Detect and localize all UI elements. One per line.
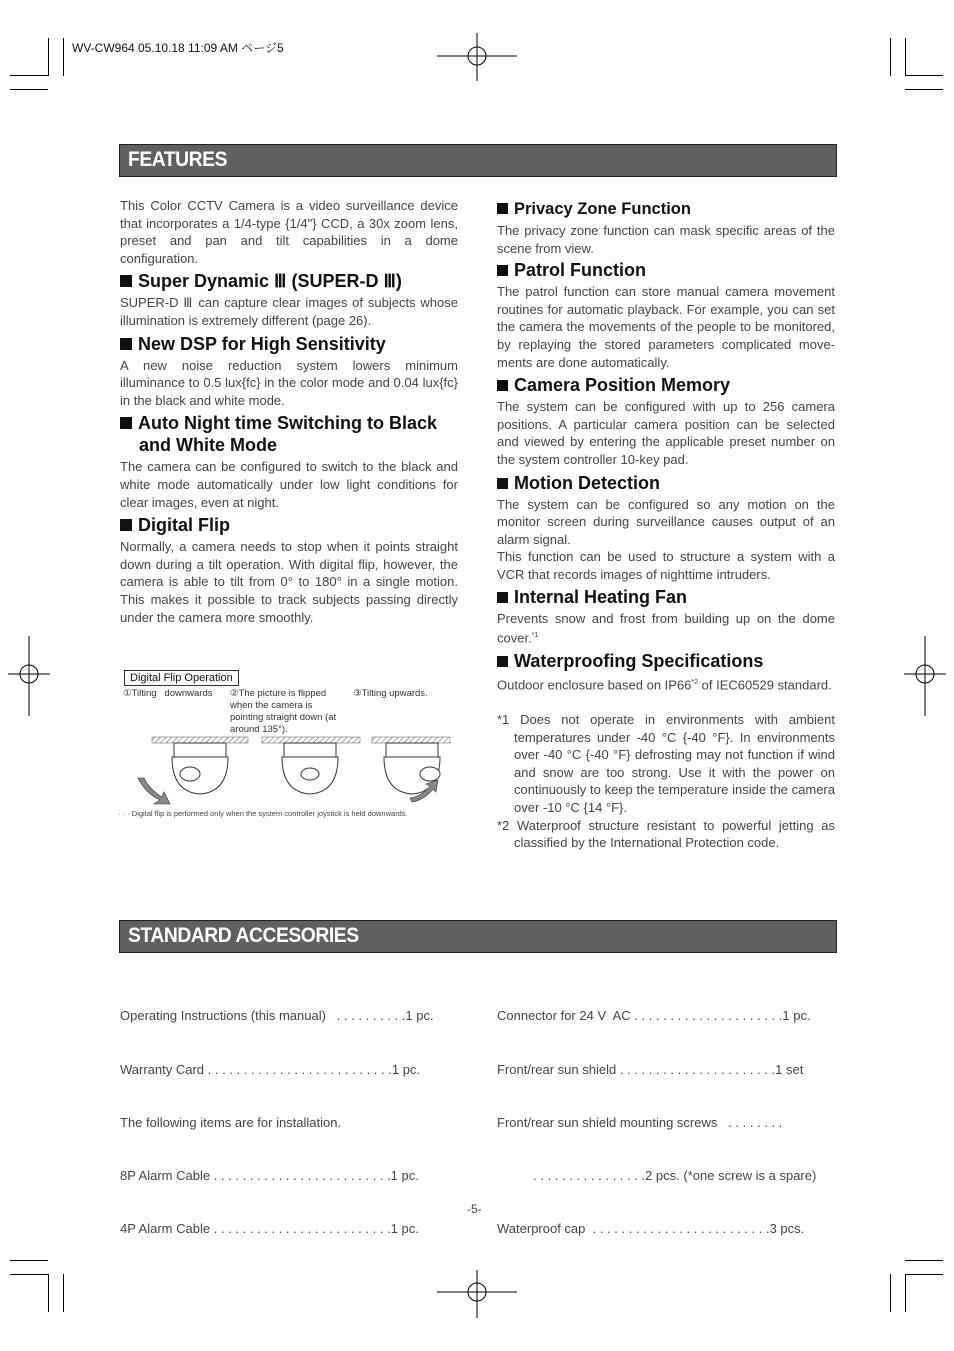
- feature-heading: Internal Heating Fan: [497, 586, 835, 608]
- list-item: Front/rear sun shield . . . . . . . . . . . . . . . . . . . . . .1 set: [497, 1061, 804, 1077]
- feature-body: A new noise reduction system lowers minimum illuminance to 0.5 lux{fc} in the color mode and 0.04 lux{fc} in the black and white mode.: [120, 357, 458, 408]
- square-bullet-icon: [120, 519, 132, 531]
- diagram-step-1: ①Tilting downwards: [123, 688, 213, 699]
- list-item: Operating Instructions (this manual) . . . . . . . . . .1 pc.: [120, 1008, 434, 1024]
- feature-body: SUPER-D Ⅲ can capture clear images of subjects whose illumination is extremely different (page 26).: [120, 295, 458, 328]
- accessories-title-bar: [119, 920, 837, 953]
- feature-heading: Motion Detection: [497, 472, 835, 494]
- footnote-1: *1 Does not operate in environments with ambient temperatures under -40 °C {-40 °F}. In environments over -40 °C {-40 °F} defrosting may not function if wind and snow are too strong. Use it with the power on continuously to keep the temperature inside the camera over -10 °C {14 °F}.: [497, 711, 835, 815]
- feature-body: The patrol function can store manual camera movement routines for automatic playback. For example, you can set the camera the movements of the people to be monitored, by replaying the stored parameters complicated move-ments are done automatically.: [497, 284, 835, 370]
- camera-1-icon: [138, 743, 228, 804]
- features-right-column: [497, 199, 835, 852]
- square-bullet-icon: [497, 592, 508, 603]
- diagram-note: · · · Digital flip is performed only when the system controller joystick is held downwards.: [118, 809, 408, 818]
- list-item: . . . . . . . . . . . . . . . .2 pcs. (*one screw is a spare): [497, 1167, 817, 1183]
- list-item: Connector for 24 V AC . . . . . . . . . . . . . . . . . . . . .1 pc.: [497, 1008, 811, 1024]
- feature-heading: Patrol Function: [497, 259, 835, 281]
- features-left-column: [120, 197, 458, 626]
- feature-body: The system can be configured so any motion on the monitor screen during surveillance causes output of an alarm signal.: [497, 496, 835, 547]
- registration-mark-bottom: [437, 1270, 517, 1318]
- list-item: The following items are for installation.: [120, 1114, 342, 1130]
- registration-mark-left: [8, 636, 50, 716]
- accessories-title: STANDARD ACCESORIES: [128, 924, 359, 947]
- registration-mark-right: [904, 636, 946, 716]
- feature-heading: Camera Position Memory: [497, 374, 835, 396]
- feature-body: The system can be configured with up to 256 camera positions. A particular camera position can be selected and viewed by entering the applicable preset number on the system controller 10-key pad.: [497, 399, 835, 467]
- print-header-note: WV-CW964 05.10.18 11:09 AM ページ5: [72, 41, 284, 55]
- dome-camera-illustrations: [118, 734, 463, 806]
- features-intro: This Color CCTV Camera is a video surveillance device that incorporates a 1/4-type {1/4"} CCD, a 30x zoom lens, preset and pan and tilt capabilities in a dome configuration.: [120, 198, 458, 266]
- list-item: 8P Alarm Cable . . . . . . . . . . . . . . . . . . . . . . . . .1 pc.: [120, 1167, 419, 1183]
- list-item: 4P Alarm Cable . . . . . . . . . . . . . . . . . . . . . . . . .1 pc.: [120, 1220, 419, 1236]
- square-bullet-icon: [497, 478, 508, 489]
- features-title: FEATURES: [128, 148, 228, 171]
- square-bullet-icon: [120, 417, 132, 429]
- feature-heading: Waterproofing Specifications: [497, 650, 835, 672]
- feature-body: The privacy zone function can mask specific areas of the scene from view.: [497, 223, 835, 256]
- feature-body: This function can be used to structure a system with a VCR that records images of nighttime intruders.: [497, 549, 835, 582]
- camera-3-icon: [384, 743, 440, 802]
- digital-flip-diagram: [118, 668, 463, 824]
- square-bullet-icon: [497, 265, 508, 276]
- feature-heading: New DSP for High Sensitivity: [120, 333, 458, 355]
- square-bullet-icon: [497, 656, 508, 667]
- list-item: Warranty Card . . . . . . . . . . . . . . . . . . . . . . . . . .1 pc.: [120, 1061, 421, 1077]
- feature-body: Outdoor enclosure based on IP66$^{*2}$ of IEC60529 standard.: [497, 677, 832, 693]
- accessories-right-list: [497, 972, 816, 1255]
- square-bullet-icon: [497, 380, 508, 391]
- feature-body: Prevents snow and frost from building up on the dome cover.$^{*1}$: [497, 610, 835, 646]
- feature-heading: Digital Flip: [120, 514, 458, 536]
- feature-body: Normally, a camera needs to stop when it points straight down during a tilt operation. With digital flip, however, the camera is able to tilt from 0° to 180° in a single motion. This makes it possible to track subjects passing directly under the camera more smoothly.: [120, 539, 458, 625]
- features-title-bar: [119, 144, 837, 177]
- registration-mark-top: [437, 33, 517, 81]
- feature-heading: Privacy Zone Function: [497, 199, 835, 219]
- diagram-title: Digital Flip Operation: [124, 670, 239, 686]
- diagram-step-2: ②The picture is flipped when the camera is pointing straight down (at around 135°).: [230, 688, 337, 735]
- list-item: Front/rear sun shield mounting screws . . . . . . . .: [497, 1114, 783, 1130]
- camera-2-icon: [282, 743, 338, 794]
- square-bullet-icon: [120, 275, 132, 287]
- square-bullet-icon: [120, 338, 132, 350]
- footnote-2: *2 Waterproof structure resistant to powerful jetting as classified by the International Protection code.: [497, 817, 835, 851]
- feature-body: The camera can be configured to switch to the black and white mode automatically under low light conditions for clear images, even at night.: [120, 459, 458, 510]
- diagram-step-3: ③Tilting upwards.: [353, 688, 428, 699]
- page-number: -5-: [467, 1202, 482, 1216]
- feature-heading: Super Dynamic Ⅲ (SUPER-D Ⅲ): [120, 270, 458, 292]
- square-bullet-icon: [497, 203, 508, 214]
- feature-heading: Auto Night time Switching to Black and White Mode: [120, 412, 458, 456]
- accessories-left-list: [120, 972, 434, 1255]
- list-item: Waterproof cap . . . . . . . . . . . . . . . . . . . . . . . . .3 pcs.: [497, 1220, 805, 1236]
